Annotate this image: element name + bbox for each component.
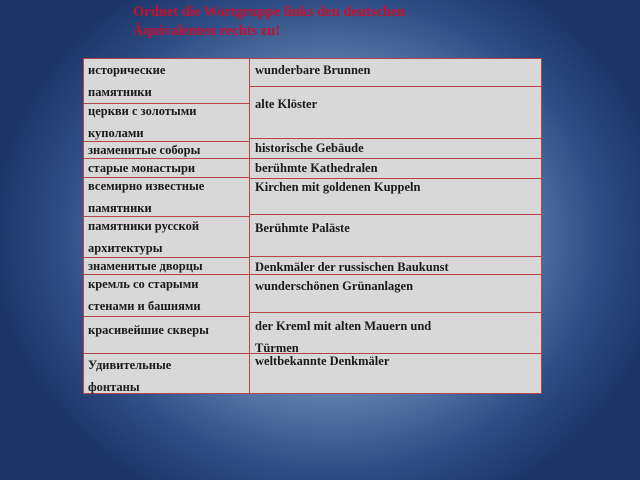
matching-table: [83, 58, 542, 394]
german-phrases-column: [250, 59, 541, 393]
russian-phrases-column: [84, 59, 249, 393]
german-phrase-cell: berühmte Kathedralen: [250, 158, 541, 178]
german-phrase-cell: historische Gebäude: [250, 138, 541, 158]
russian-phrase-cell: памятники русской архитектуры: [84, 216, 249, 257]
russian-phrase-cell: знаменитые дворцы: [84, 257, 249, 274]
russian-phrase-cell: церкви с золотыми куполами: [84, 103, 249, 141]
german-phrase-cell: Berühmte Paläste: [250, 214, 541, 256]
german-phrase-cell: alte Klöster: [250, 86, 541, 138]
german-phrase-cell: Denkmäler der russischen Baukunst: [250, 256, 541, 274]
russian-phrase-cell: кремль со старыми стенами и башнями: [84, 274, 249, 316]
task-title-line-2: Äquivalenten rechts zu!: [133, 23, 281, 39]
russian-phrase-cell: Удивительные фонтаны: [84, 353, 249, 394]
russian-phrase-cell: красивейшие скверы: [84, 316, 249, 353]
german-phrase-cell: weltbekannte Denkmäler: [250, 353, 541, 394]
german-phrase-cell: wunderbare Brunnen: [255, 63, 371, 77]
german-phrase-cell: wunderschönen Grünanlagen: [250, 274, 541, 312]
russian-phrase-cell: исторические памятники: [88, 63, 166, 99]
task-title: [133, 3, 553, 41]
german-phrase-cell: der Kreml mit alten Mauern und Türmen: [250, 312, 541, 353]
russian-phrase-cell: старые монастыри: [84, 158, 249, 177]
russian-phrase-cell: знаменитые соборы: [84, 141, 249, 158]
russian-phrase-cell: всемирно известные памятники: [84, 177, 249, 216]
german-phrase-cell: Kirchen mit goldenen Kuppeln: [250, 178, 541, 214]
task-title-line-1: Ordnet die Wortgruppe links den deutschen: [133, 4, 406, 20]
